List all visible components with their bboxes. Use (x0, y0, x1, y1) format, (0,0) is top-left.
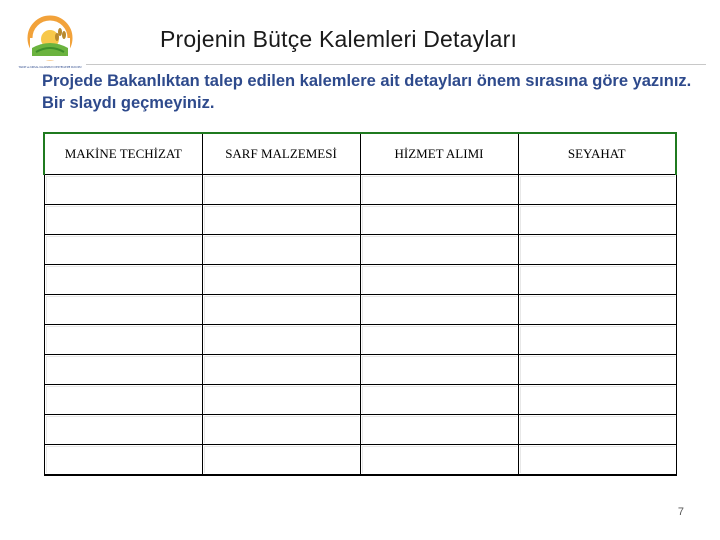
table-cell[interactable] (360, 325, 518, 355)
table-row (44, 265, 676, 295)
table-row (44, 205, 676, 235)
table-cell[interactable] (518, 235, 676, 265)
table-cell[interactable] (202, 205, 360, 235)
table-cell[interactable] (44, 175, 202, 205)
page-number: 7 (677, 506, 684, 518)
table-row (44, 235, 676, 265)
table-row (44, 355, 676, 385)
table-row (44, 385, 676, 415)
table-cell[interactable] (202, 445, 360, 476)
table-cell[interactable] (518, 415, 676, 445)
table-cell[interactable] (202, 175, 360, 205)
table-cell[interactable] (360, 205, 518, 235)
table-cell[interactable] (518, 205, 676, 235)
table-cell[interactable] (360, 295, 518, 325)
table-cell[interactable] (518, 295, 676, 325)
table-cell[interactable] (518, 385, 676, 415)
table-row (44, 295, 676, 325)
table-cell[interactable] (44, 415, 202, 445)
header-travel: SEYAHAT (518, 133, 676, 175)
table-row (44, 175, 676, 205)
table-cell[interactable] (518, 355, 676, 385)
table-row (44, 325, 676, 355)
logo-caption: TARIM ve KIRSAL KALKINMAYI DESTEKLEME KURUMU (18, 66, 82, 69)
table-cell[interactable] (518, 325, 676, 355)
table-cell[interactable] (202, 355, 360, 385)
table-cell[interactable] (202, 415, 360, 445)
table-cell[interactable] (202, 385, 360, 415)
table-cell[interactable] (44, 325, 202, 355)
slide-title: Projenin Bütçe Kalemleri Detayları (160, 26, 518, 52)
table-cell[interactable] (202, 325, 360, 355)
table-cell[interactable] (360, 355, 518, 385)
table-cell[interactable] (202, 235, 360, 265)
header-service-procurement: HİZMET ALIMI (360, 133, 518, 175)
table-cell[interactable] (518, 265, 676, 295)
table-cell[interactable] (360, 175, 518, 205)
table-cell[interactable] (202, 295, 360, 325)
table-row (44, 415, 676, 445)
table-cell[interactable] (202, 265, 360, 295)
table-header-row (44, 133, 676, 175)
table-cell[interactable] (44, 385, 202, 415)
table-cell[interactable] (518, 175, 676, 205)
instruction-text: Projede Bakanlıktan talep edilen kalemlere ait detayları önem sırasına göre yazınız. Bir slaydı geçmeyiniz. (42, 72, 692, 112)
table-cell[interactable] (44, 235, 202, 265)
table-cell[interactable] (360, 385, 518, 415)
table-cell[interactable] (360, 415, 518, 445)
table-cell[interactable] (44, 355, 202, 385)
table-cell[interactable] (44, 445, 202, 476)
table-cell[interactable] (360, 235, 518, 265)
table-cell[interactable] (360, 265, 518, 295)
table-cell[interactable] (44, 205, 202, 235)
organization-logo (14, 12, 86, 72)
budget-items-table (43, 132, 677, 476)
header-machine-equipment: MAKİNE TECHİZAT (44, 133, 202, 175)
header-consumables: SARF MALZEMESİ (202, 133, 360, 175)
title-divider (86, 64, 706, 65)
table-cell[interactable] (360, 445, 518, 476)
table-cell[interactable] (44, 265, 202, 295)
table-row (44, 445, 676, 476)
table-cell[interactable] (44, 295, 202, 325)
table-cell[interactable] (518, 445, 676, 476)
